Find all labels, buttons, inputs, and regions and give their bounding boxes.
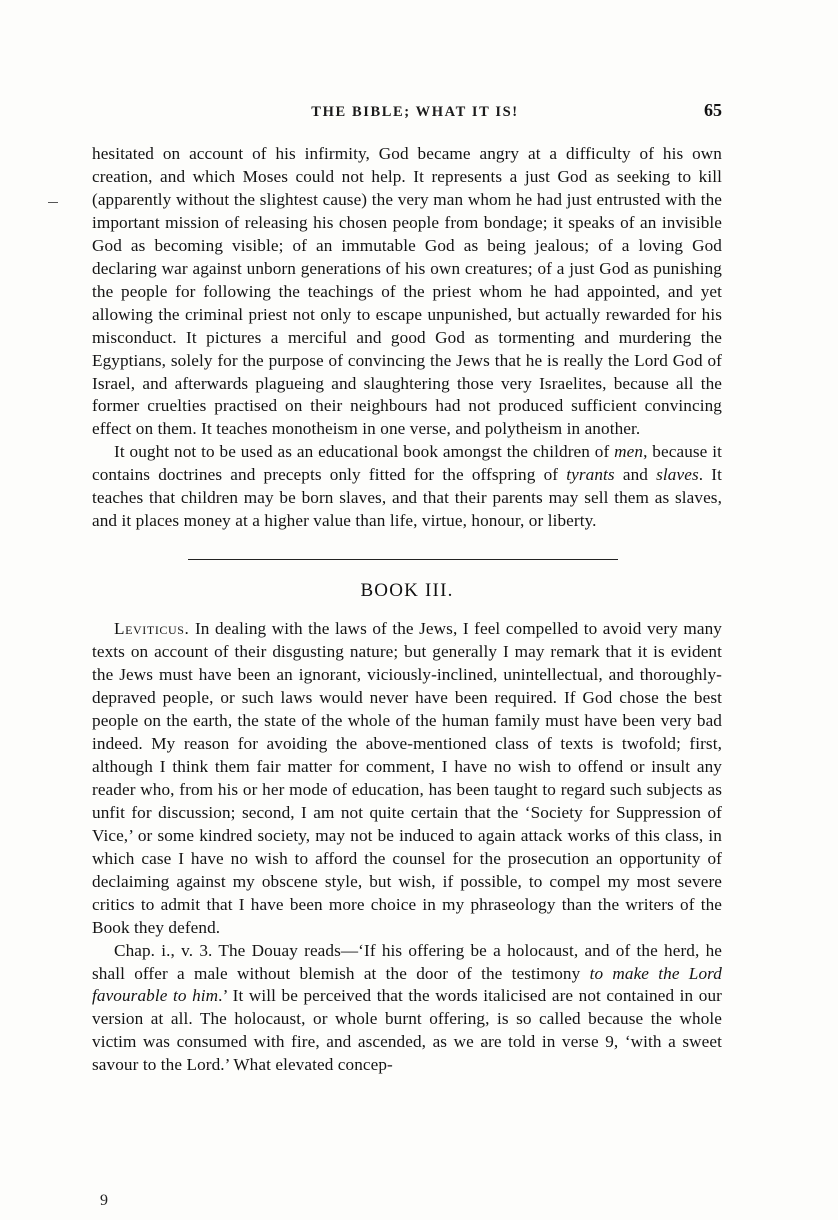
para2-italic-tyrants: tyrants bbox=[566, 465, 615, 485]
para2-seg4: . It teaches that children may be born slaves, and that their parents may sell them as slaves, and it places money at a higher value than life, virtue, honour, or liberty. bbox=[92, 465, 722, 531]
para4-italic-quote: to make the Lord favourable to him bbox=[92, 963, 722, 1006]
section-divider bbox=[188, 559, 618, 560]
signature-mark: 9 bbox=[100, 1192, 108, 1209]
paragraph-4 bbox=[92, 940, 722, 1078]
para4-seg1: Chap. i., v. 3. The Douay reads—‘If his offering be a holocaust, and of the herd, he shall offer a male without blemish at the door of the testimony bbox=[92, 940, 722, 983]
page-content bbox=[92, 100, 722, 1077]
paragraph-1: hesitated on account of his infirmity, God became angry at a difficulty of his own creation, and which Moses could not help. It represents a just God as seeking to kill (apparently without the slightest cause) the very man whom he had just entrusted with the important mission of releasing his chosen people from bondage; it speaks of an invisible God as becoming visible; of an immutable God as being jealous; of a loving God declaring war against unborn generations of his own creatures; of a just God as punishing the people for following the teachings of the priest whom he had appointed, and yet allowing the criminal priest not only to escape unpunished, but actually rewarded for his misconduct. It pictures a merciful and good God as tormenting and murdering the Egyptians, solely for the purpose of convincing the Jews that he is really the Lord God of Israel, and afterwards plagueing and slaughtering those very Israelites, because all the former cruelties practised on their neighbours had not produced sufficient convincing effect on them. It teaches monotheism in one verse, and polytheism in another. bbox=[92, 144, 722, 439]
leviticus-label: Leviticus. bbox=[114, 619, 190, 639]
para2-seg1: It ought not to be used as an educational book amongst the children of bbox=[114, 442, 615, 462]
page-folio: 65 bbox=[704, 100, 722, 120]
para2-italic-slaves: slaves bbox=[656, 465, 699, 485]
paragraph-3 bbox=[92, 618, 722, 939]
margin-mark bbox=[48, 202, 58, 203]
running-head: THE BIBLE; WHAT IT IS! bbox=[311, 104, 519, 120]
para4-seg2: .’ It will be perceived that the words italicised are not contained in our version at all. The holocaust, or whole burnt offering, is so called because the whole victim was consumed with fire, and ascended, as we are told in verse 9, ‘with a sweet savour to the Lord.’ What elevated concep- bbox=[92, 986, 722, 1075]
para2-seg2: , because it contains doctrines and precepts only fitted for the offspring of bbox=[92, 442, 722, 485]
para2-italic-men: men bbox=[614, 442, 644, 462]
para2-seg3: and bbox=[614, 465, 657, 485]
para3-text: In dealing with the laws of the Jews, I feel compelled to avoid very many texts on account of their disgusting nature; but generally I may remark that it is evident the Jews must have been an ignorant, viciously-inclined, unintellectual, and thoroughly-depraved people, or such laws would never have been required. If God chose the best people on the earth, the state of the whole of the human family must have been very bad indeed. My reason for avoiding the above-mentioned class of texts is twofold; first, although I think them fair matter for comment, I have no wish to offend or insult any reader who, from his or her mode of education, has been taught to regard such subjects as unfit for discussion; second, I am not quite certain that the ‘Society for Suppression of Vice,’ or some kindred society, may not be induced to again attack works of this class, in which case I have no wish to afford the counsel for the prosecution an opportunity of declaiming against my obscene style, but wish, if possible, to compel my most severe critics to admit that I have been more choice in my phraseology than the writers of the Book they defend. bbox=[92, 619, 722, 937]
page-header bbox=[92, 100, 722, 121]
book-title: BOOK III. bbox=[360, 580, 454, 602]
paragraph-2 bbox=[92, 441, 722, 533]
